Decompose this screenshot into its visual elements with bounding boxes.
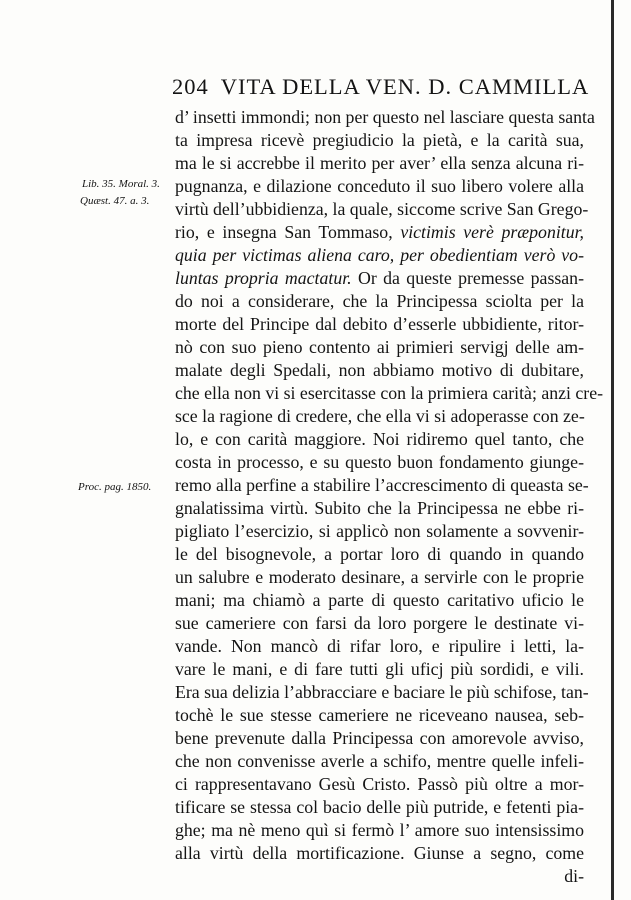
text-line: ta impresa ricevè pregiudicio la pietà, e la carità sua, [175, 130, 584, 150]
text-line: bene prevenute dalla Principessa con amorevole avviso, [175, 728, 584, 748]
text-line: tochè le sue stesse cameriere ne riceveano nausea, seb- [175, 705, 584, 725]
text-line: un salubre e moderato desinare, a servirle con le proprie [175, 567, 584, 587]
latin-quote-line: quia per victimas aliena caro, per obedientiam verò vo- [175, 245, 584, 265]
margin-note-reference-1b: Quæst. 47. a. 3. [80, 195, 150, 207]
latin-quote: luntas propria mactatur. [175, 268, 352, 288]
text-segment: rio, e insegna San Tommaso, [175, 222, 393, 242]
text-line: remo alla perfine a stabilire l’accrescimento di queasta se- [175, 475, 589, 495]
text-line: d’ insetti immondi; non per questo nel lasciare questa santa [175, 107, 595, 127]
page-number: 204 [172, 74, 209, 99]
text-line: pigliato l’esercizio, si applicò non solamente a sovvenir- [175, 521, 584, 541]
latin-quote: victimis verè præponitur, [400, 222, 585, 242]
text-line: vande. Non mancò di rifar loro, e ripulire i letti, la- [175, 636, 584, 656]
text-line: ci rappresentavano Gesù Cristo. Passò più oltre a mor- [175, 774, 584, 794]
margin-note-reference-2: Proc. pag. 1850. [78, 481, 152, 493]
text-line: Era sua delizia l’abbracciare e baciare le più schifose, tan- [175, 682, 589, 702]
text-line: che non convenisse averle a schifo, mentre quelle infeli- [175, 751, 584, 771]
text-line-mixed [175, 221, 584, 244]
text-line: ghe; ma nè meno quì si fermò l’ amore suo intensissimo [175, 820, 584, 840]
margin-note-reference-1a: Lib. 35. Moral. 3. [82, 178, 160, 190]
text-line: mani; ma chiamò a parte di questo caritativo uficio le [175, 590, 584, 610]
text-line: malate degli Spedali, non abbiamo motivo di dubitare, [175, 360, 584, 380]
running-title: VITA DELLA VEN. D. CAMMILLA [220, 74, 590, 99]
text-segment: Or da queste premesse passan- [358, 268, 584, 288]
text-line: nò con suo pieno contento ai primieri servigj delle am- [175, 337, 584, 357]
running-header [172, 74, 592, 104]
text-line: do noi a considerare, che la Principessa sciolta per la [175, 291, 584, 311]
text-line: alla virtù della mortificazione. Giunse a segno, come [175, 843, 584, 863]
catchword: di- [564, 866, 584, 886]
text-line: pugnanza, e dilazione conceduto il suo libero volere alla [175, 176, 584, 196]
text-line: le del bisognevole, a portar loro di quando in quando [175, 544, 584, 564]
text-line: sce la ragione di credere, che ella vi si adoperasse con ze- [175, 406, 585, 426]
text-line: morte del Principe dal debito d’esserle ubbidiente, ritor- [175, 314, 584, 334]
text-line: vare le mani, e di fare tutti gli uficj più sordidi, e vili. [175, 659, 584, 679]
text-line: costa in processo, e su questo buon fondamento giunge- [175, 452, 584, 472]
text-line: ma le si accrebbe il merito per aver’ ella senza alcuna ri- [175, 153, 584, 173]
text-line: gnalatissima virtù. Subito che la Principessa ne ebbe ri- [175, 498, 584, 518]
text-line: lo, e con carità maggiore. Noi ridiremo quel tanto, che [175, 429, 584, 449]
text-line: virtù dell’ubbidienza, la quale, siccome scrive San Grego- [175, 199, 589, 219]
text-line: che ella non vi si esercitasse con la primiera carità; anzi cre- [175, 383, 604, 403]
text-line-mixed [175, 267, 584, 290]
binding-gutter-edge [611, 0, 614, 900]
text-line: sue cameriere con farsi da loro porgere le destinate vi- [175, 613, 584, 633]
text-line: tificare se stessa col bacio delle più putride, e fetenti pia- [175, 797, 584, 817]
